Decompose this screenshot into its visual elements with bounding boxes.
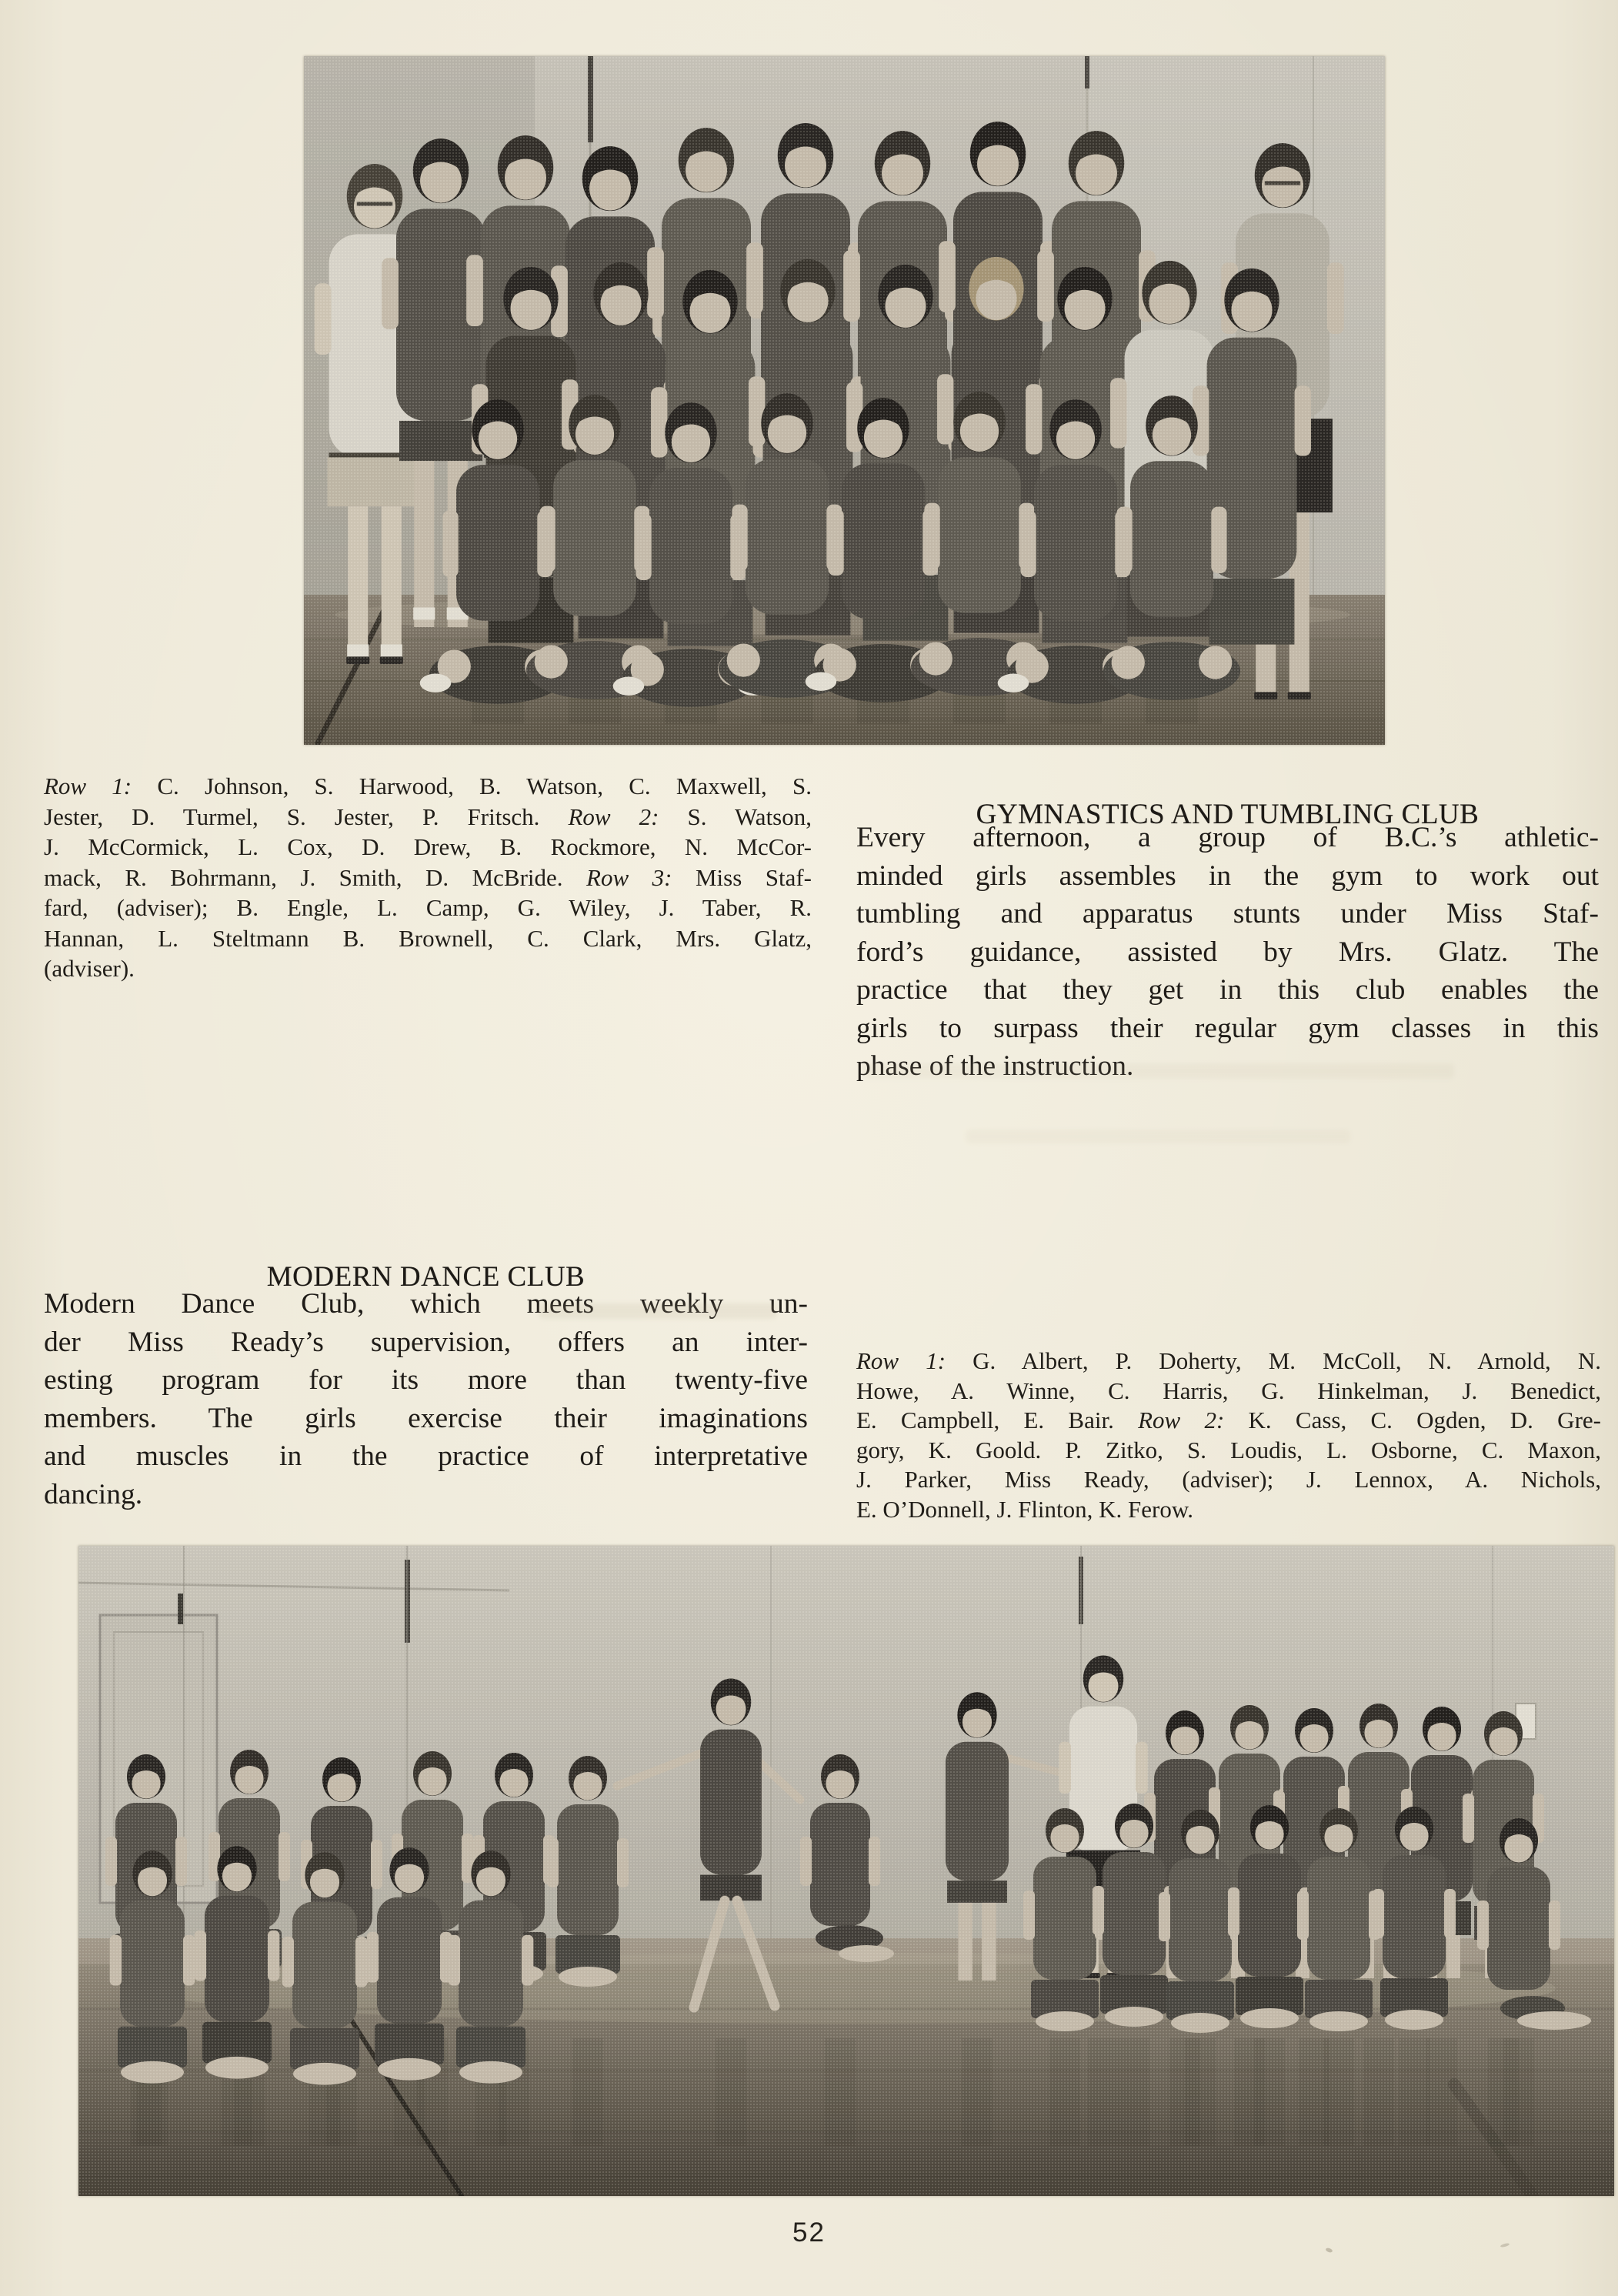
text-line: phase of the instruction. <box>856 1050 1134 1082</box>
caption-line: Howe, A. Winne, C. Harris, G. Hinkelman, J. Benedict, <box>856 1377 1601 1404</box>
caption-line: Row 1: G. Albert, P. Doherty, M. McColl, N. Arnold, N. <box>856 1347 1601 1374</box>
dance-section-heading: MODERN DANCE CLUB <box>266 1260 585 1293</box>
text-line: girls to surpass their regular gym classes in this <box>856 1012 1599 1044</box>
page-number: 52 <box>792 2218 826 2248</box>
caption-line: J. McCormick, L. Cox, D. Drew, B. Rockmore, N. McCor- <box>44 833 812 860</box>
text-line: minded girls assembles in the gym to work out <box>856 859 1599 892</box>
text-line: der Miss Ready’s supervision, offers an inter- <box>44 1326 808 1358</box>
gymnastics-photo-illustration <box>304 56 1385 745</box>
text-line: and muscles in the practice of interpretative <box>44 1440 808 1472</box>
text-line: Modern Dance Club, which meets weekly un- <box>44 1288 808 1320</box>
text-line: ford’s guidance, assisted by Mrs. Glatz. The <box>856 936 1599 968</box>
dance-section-body <box>44 1285 808 1513</box>
gymnastics-section-body <box>856 819 1599 1086</box>
gymnastics-club-photo <box>304 56 1385 745</box>
dance-club-photo <box>78 1546 1614 2196</box>
caption-line: Jester, D. Turmel, S. Jester, P. Fritsch. Row 2: S. Watson, <box>44 803 812 830</box>
gymnastics-section-heading: GYMNASTICS AND TUMBLING CLUB <box>976 798 1480 830</box>
dance-photo-illustration <box>78 1546 1614 2196</box>
text-line: members. The girls exercise their imaginations <box>44 1402 808 1434</box>
caption-line: Row 1: C. Johnson, S. Harwood, B. Watson, C. Maxwell, S. <box>44 773 812 799</box>
page-bleedthrough <box>966 1130 1350 1143</box>
caption-line: fard, (adviser); B. Engle, L. Camp, G. Wiley, J. Taber, R. <box>44 894 812 921</box>
dance-photo-caption <box>856 1347 1601 1524</box>
gymnastics-photo-caption <box>44 771 812 984</box>
caption-line: E. O’Donnell, J. Flinton, K. Ferow. <box>856 1495 1193 1523</box>
caption-line: (adviser). <box>44 955 135 982</box>
text-line: esting program for its more than twenty-five <box>44 1364 808 1396</box>
text-line: practice that they get in this club enables the <box>856 974 1599 1006</box>
caption-line: mack, R. Bohrmann, J. Smith, D. McBride. Row 3: Miss Staf- <box>44 863 812 891</box>
text-line: dancing. <box>44 1478 143 1510</box>
text-line: Every afternoon, a group of B.C.’s athletic- <box>856 822 1599 853</box>
caption-line: E. Campbell, E. Bair. Row 2: K. Cass, C. Ogden, D. Gre- <box>856 1407 1601 1433</box>
caption-line: gory, K. Goold. P. Zitko, S. Loudis, L. Osborne, C. Maxon, <box>856 1436 1601 1463</box>
text-line: tumbling and apparatus stunts under Miss Staf- <box>856 898 1599 929</box>
caption-line: Hannan, L. Steltmann B. Brownell, C. Clark, Mrs. Glatz, <box>44 924 812 952</box>
caption-line: J. Parker, Miss Ready, (adviser); J. Lennox, A. Nichols, <box>856 1466 1601 1493</box>
